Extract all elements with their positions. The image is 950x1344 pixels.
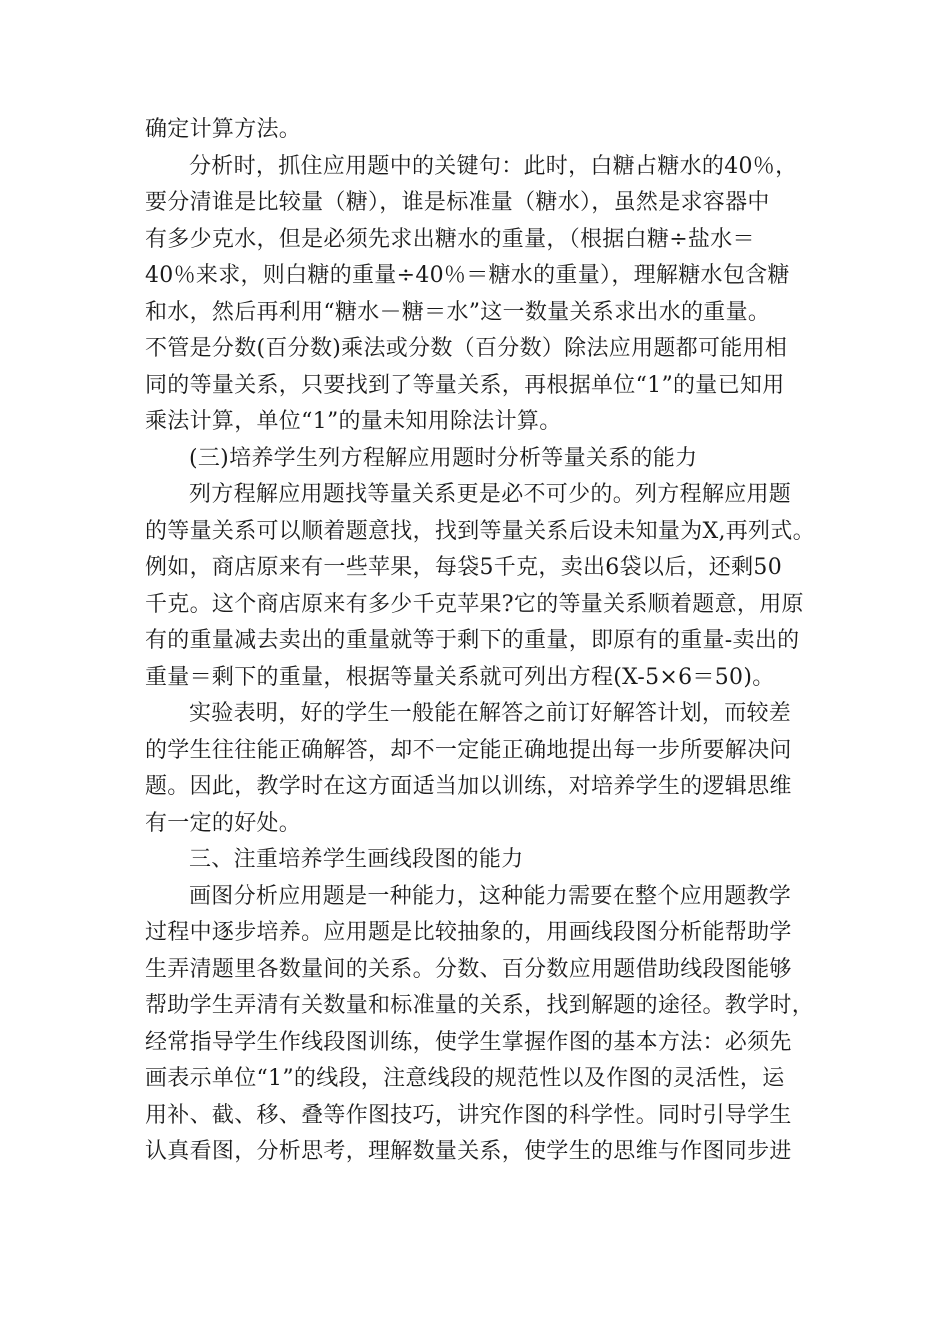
- text-line: 实验表明，好的学生一般能在解答之前订好解答计划，而较差: [189, 701, 792, 726]
- text-line: 要分清谁是比较量（糖），谁是标准量（糖水），虽然是求容器中: [145, 190, 770, 215]
- text-line: 帮助学生弄清有关数量和标准量的关系，找到解题的途径。教学时，: [145, 993, 815, 1018]
- text-line: 有多少克水，但是必须先求出糖水的重量，（根据白糖÷盐水＝: [145, 226, 755, 252]
- text-line: (三)培养学生列方程解应用题时分析等量关系的能力: [189, 445, 698, 471]
- text-line: 乘法计算，单位“1”的量未知用除法计算。: [145, 409, 562, 434]
- text-line: 画图分析应用题是一种能力，这种能力需要在整个应用题教学: [189, 883, 792, 909]
- text-line: 不管是分数(百分数)乘法或分数（百分数）除法应用题都可能用相: [145, 336, 788, 361]
- text-line: 列方程解应用题找等量关系更是必不可少的。列方程解应用题: [189, 482, 792, 507]
- text-line: 经常指导学生作线段图训练，使学生掌握作图的基本方法：必须先: [145, 1029, 792, 1055]
- document-body: [145, 112, 825, 1171]
- text-line: 千克。这个商店原来有多少千克苹果?它的等量关系顺着题意，用原: [145, 591, 804, 617]
- text-line: 确定计算方法。: [145, 117, 302, 142]
- text-line: 的学生往往能正确解答，却不一定能正确地提出每一步所要解决问: [145, 737, 792, 763]
- text-line: 例如，商店原来有一些苹果，每袋5千克，卖出6袋以后，还剩50: [145, 555, 782, 580]
- text-line: 40％来求，则白糖的重量÷40％＝糖水的重量），理解糖水包含糖: [145, 263, 790, 288]
- text-line: 三、注重培养学生画线段图的能力: [189, 847, 524, 872]
- text-line: 用补、截、移、叠等作图技巧，讲究作图的科学性。同时引导学生: [145, 1102, 792, 1128]
- text-line: 过程中逐步培养。应用题是比较抽象的，用画线段图分析能帮助学: [145, 920, 792, 945]
- text-line: 生弄清题里各数量间的关系。分数、百分数应用题借助线段图能够: [145, 956, 792, 982]
- text-line: 画表示单位“1”的线段，注意线段的规范性以及作图的灵活性，运: [145, 1066, 785, 1091]
- text-line: 和水，然后再利用“糖水－糖＝水”这一数量关系求出水的重量。: [145, 299, 771, 325]
- text-line: 认真看图，分析思考，理解数量关系，使学生的思维与作图同步进: [145, 1139, 792, 1164]
- text-line: 有一定的好处。: [145, 810, 302, 836]
- text-line: 分析时，抓住应用题中的关键句：此时，白糖占糖水的40％，: [189, 153, 798, 179]
- text-line: 重量＝剩下的重量，根据等量关系就可列出方程(X-5×6＝50)。: [145, 664, 775, 690]
- text-line: 的等量关系可以顺着题意找，找到等量关系后设未知量为X,再列式。: [145, 518, 815, 544]
- text-line: 题。因此，教学时在这方面适当加以训练，对培养学生的逻辑思维: [145, 774, 792, 799]
- text-line: 有的重量减去卖出的重量就等于剩下的重量，即原有的重量-卖出的: [145, 628, 800, 653]
- text-line: 同的等量关系，只要找到了等量关系，再根据单位“1”的量已知用: [145, 372, 785, 398]
